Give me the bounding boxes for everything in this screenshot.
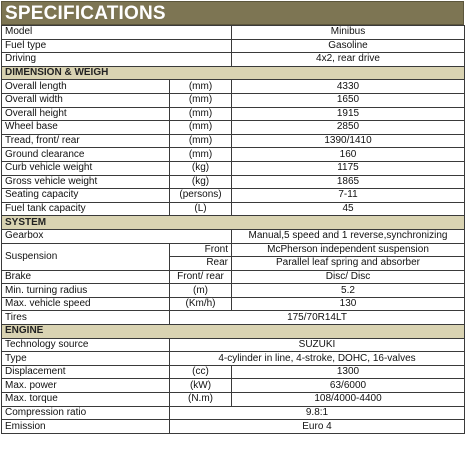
section-header [2,66,465,80]
spec-row [2,297,465,311]
spec-unit: (mm) [170,148,232,162]
spec-unit: Front/ rear [170,270,232,284]
spec-row [2,107,465,121]
spec-value: 108/4000-4400 [232,393,465,407]
spec-label: Technology source [2,338,170,352]
spec-row [2,406,465,420]
spec-value: Minibus [232,26,465,40]
spec-row [2,26,465,40]
spec-unit: (m) [170,284,232,298]
spec-value: 4330 [232,80,465,94]
spec-row [2,80,465,94]
spec-value: 7-11 [232,189,465,203]
spec-row [2,270,465,284]
spec-row [2,189,465,203]
spec-row [2,161,465,175]
spec-value: 63/6000 [232,379,465,393]
spec-label: Gross vehicle weight [2,175,170,189]
spec-row [2,379,465,393]
spec-label: Min. turning radius [2,284,170,298]
spec-label: Curb vehicle weight [2,161,170,175]
spec-value: 4-cylinder in line, 4-stroke, DOHC, 16-valves [170,352,465,366]
spec-row [2,393,465,407]
spec-row [2,39,465,53]
spec-label: Max. vehicle speed [2,297,170,311]
spec-value: Euro 4 [170,420,465,434]
spec-value: 1175 [232,161,465,175]
spec-row [2,352,465,366]
spec-label: Fuel tank capacity [2,202,170,216]
spec-label: Compression ratio [2,406,170,420]
spec-row [2,53,465,67]
spec-unit: (mm) [170,134,232,148]
section-title-system: SYSTEM [2,216,465,230]
spec-label: Suspension [2,243,170,270]
spec-row [2,175,465,189]
spec-value: 2850 [232,121,465,135]
spec-label: Overall height [2,107,170,121]
page-title: SPECIFICATIONS [1,1,464,25]
spec-label: Driving [2,53,232,67]
spec-row [2,365,465,379]
spec-unit: (mm) [170,107,232,121]
spec-row [2,121,465,135]
spec-label: Seating capacity [2,189,170,203]
section-title-engine: ENGINE [2,325,465,339]
spec-row [2,148,465,162]
spec-unit: (mm) [170,80,232,94]
spec-value: Manual,5 speed and 1 reverse,synchronizing [232,229,465,243]
spec-label: Emission [2,420,170,434]
spec-label: Wheel base [2,121,170,135]
spec-unit: (Km/h) [170,297,232,311]
spec-label: Fuel type [2,39,232,53]
spec-value: 1915 [232,107,465,121]
spec-value: SUZUKI [170,338,465,352]
spec-label: Type [2,352,170,366]
spec-unit: (L) [170,202,232,216]
spec-sublabel: Rear [170,257,232,271]
spec-row [2,134,465,148]
spec-label: Gearbox [2,229,232,243]
section-header [2,216,465,230]
spec-label: Overall width [2,93,170,107]
spec-value: 1650 [232,93,465,107]
spec-row [2,229,465,243]
spec-unit: (N.m) [170,393,232,407]
spec-sheet [1,1,464,461]
spec-value: 1300 [232,365,465,379]
spec-value: 9.8:1 [170,406,465,420]
spec-unit: (persons) [170,189,232,203]
spec-table [1,25,465,434]
spec-value: 5.2 [232,284,465,298]
spec-value: 1865 [232,175,465,189]
spec-value: Gasoline [232,39,465,53]
section-header [2,325,465,339]
spec-value: Parallel leaf spring and absorber [232,257,465,271]
spec-row [2,202,465,216]
spec-value: 130 [232,297,465,311]
spec-row [2,311,465,325]
spec-unit: (cc) [170,365,232,379]
spec-unit: (kg) [170,161,232,175]
spec-value: 160 [232,148,465,162]
spec-row [2,338,465,352]
spec-value: 1390/1410 [232,134,465,148]
spec-row [2,243,465,257]
spec-row [2,420,465,434]
spec-unit: (kg) [170,175,232,189]
spec-label: Tires [2,311,170,325]
spec-value: 4x2, rear drive [232,53,465,67]
spec-value: 45 [232,202,465,216]
spec-label: Displacement [2,365,170,379]
spec-row [2,93,465,107]
spec-label: Tread, front/ rear [2,134,170,148]
spec-unit: (mm) [170,93,232,107]
spec-label: Ground clearance [2,148,170,162]
spec-value: Disc/ Disc [232,270,465,284]
spec-label: Model [2,26,232,40]
spec-label: Brake [2,270,170,284]
spec-table-body [2,26,465,434]
spec-label: Max. power [2,379,170,393]
spec-unit: (mm) [170,121,232,135]
spec-row [2,284,465,298]
spec-label: Max. torque [2,393,170,407]
spec-unit: (kW) [170,379,232,393]
section-title-dimension: DIMENSION & WEIGH [2,66,465,80]
spec-value: 175/70R14LT [170,311,465,325]
spec-value: McPherson independent suspension [232,243,465,257]
spec-label: Overall length [2,80,170,94]
spec-sublabel: Front [170,243,232,257]
